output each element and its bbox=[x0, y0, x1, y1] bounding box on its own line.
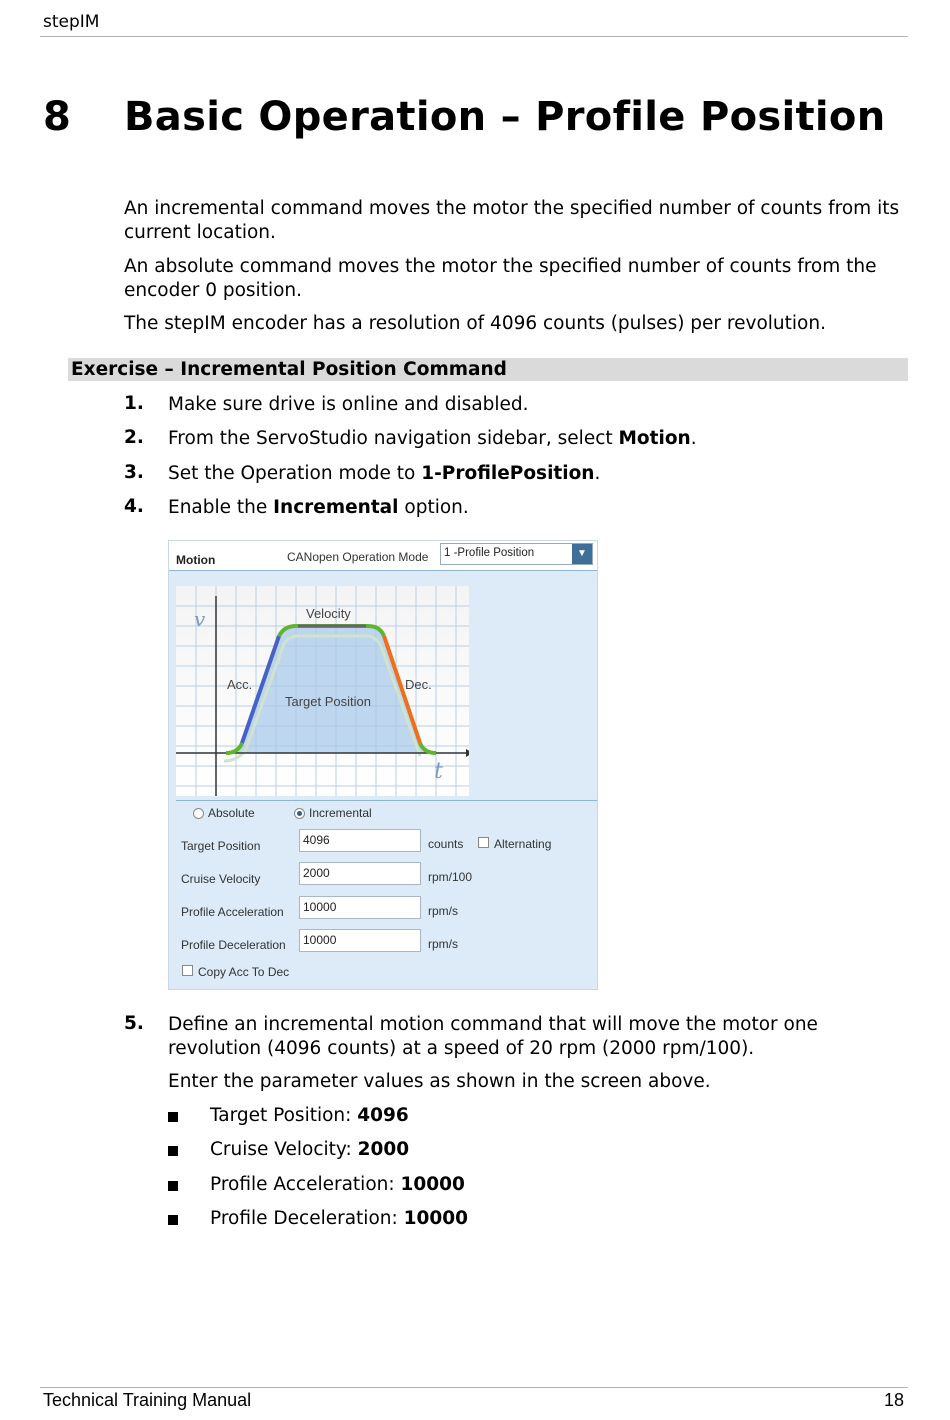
cruise-velocity-label: Cruise Velocity bbox=[181, 872, 261, 886]
acc-label: Acc. bbox=[227, 677, 253, 692]
bullet-item: Profile Acceleration: 10000 bbox=[210, 1174, 465, 1195]
operation-mode-value: 1 -Profile Position bbox=[444, 547, 535, 559]
servostudio-motion-screenshot bbox=[168, 540, 598, 990]
bullet-marker bbox=[168, 1112, 178, 1122]
chapter-title: Basic Operation – Profile Position bbox=[124, 94, 886, 140]
page-number: 18 bbox=[884, 1390, 905, 1410]
alternating-label: Alternating bbox=[494, 837, 552, 851]
x-axis-label: t bbox=[434, 759, 443, 784]
velocity-profile-diagram bbox=[176, 586, 469, 796]
form-divider bbox=[176, 800, 597, 801]
step-text: From the ServoStudio navigation sidebar, select Motion. bbox=[168, 428, 697, 449]
target-position-input[interactable]: 4096 bbox=[299, 829, 421, 852]
step-text: Define an incremental motion command that will move the motor one revolution (4096 counts) at a speed of 20 rpm (2000 rpm/100). bbox=[168, 1014, 818, 1059]
bullet-marker bbox=[168, 1215, 178, 1225]
incremental-radio-label: Incremental bbox=[309, 806, 372, 820]
chevron-down-icon[interactable]: ▼ bbox=[572, 544, 592, 564]
step-number: 4. bbox=[124, 496, 144, 517]
bullet-item: Profile Deceleration: 10000 bbox=[210, 1208, 468, 1229]
exercise-title: Exercise – Incremental Position Command bbox=[71, 359, 507, 380]
absolute-radio-label: Absolute bbox=[208, 806, 255, 820]
copy-acc-to-dec-checkbox[interactable] bbox=[182, 965, 193, 976]
target-position-label: Target Position bbox=[181, 839, 261, 853]
step-number: 2. bbox=[124, 427, 144, 448]
incremental-radio[interactable] bbox=[294, 808, 305, 819]
footer-title: Technical Training Manual bbox=[43, 1390, 252, 1410]
cruise-velocity-input[interactable]: 2000 bbox=[299, 862, 421, 885]
bullet-marker bbox=[168, 1181, 178, 1191]
bullet-item: Target Position: 4096 bbox=[210, 1105, 409, 1126]
profile-acceleration-label: Profile Acceleration bbox=[181, 905, 284, 919]
step-text: Make sure drive is online and disabled. bbox=[168, 394, 529, 415]
motion-section-label: Motion bbox=[176, 553, 216, 567]
profile-acceleration-input[interactable]: 10000 bbox=[299, 896, 421, 919]
cruise-velocity-unit: rpm/100 bbox=[428, 870, 473, 884]
step-text: Enable the Incremental option. bbox=[168, 497, 469, 518]
profile-deceleration-label: Profile Deceleration bbox=[181, 938, 286, 952]
bullet-marker bbox=[168, 1146, 178, 1156]
absolute-radio[interactable] bbox=[193, 808, 204, 819]
intro-paragraph-absolute: An absolute command moves the motor the specified number of counts from the encoder 0 position. bbox=[124, 256, 877, 301]
operation-mode-label: CANopen Operation Mode bbox=[287, 550, 429, 564]
motion-toolbar bbox=[169, 541, 597, 571]
target-position-unit: counts bbox=[428, 837, 464, 851]
target-position-label: Target Position bbox=[285, 694, 371, 709]
header-divider bbox=[40, 36, 908, 37]
step-number: 1. bbox=[124, 393, 144, 414]
step-text: Set the Operation mode to 1-ProfilePosition. bbox=[168, 463, 601, 484]
bullet-item: Cruise Velocity: 2000 bbox=[210, 1139, 410, 1160]
running-header: stepIM bbox=[43, 12, 100, 32]
velocity-label: Velocity bbox=[306, 606, 351, 621]
profile-deceleration-unit: rpm/s bbox=[428, 937, 458, 951]
profile-deceleration-input[interactable]: 10000 bbox=[299, 929, 421, 952]
intro-paragraph-incremental: An incremental command moves the motor the specified number of counts from its current location. bbox=[124, 198, 900, 243]
exercise-banner bbox=[68, 358, 908, 381]
intro-paragraph-resolution: The stepIM encoder has a resolution of 4096 counts (pulses) per revolution. bbox=[124, 313, 826, 334]
alternating-checkbox[interactable] bbox=[478, 837, 489, 848]
step-note: Enter the parameter values as shown in the screen above. bbox=[168, 1071, 711, 1092]
y-axis-label: v bbox=[194, 607, 206, 631]
profile-acceleration-unit: rpm/s bbox=[428, 904, 458, 918]
footer-divider bbox=[40, 1387, 908, 1388]
dec-label: Dec. bbox=[405, 677, 432, 692]
chapter-number: 8 bbox=[43, 94, 72, 140]
copy-acc-to-dec-label: Copy Acc To Dec bbox=[198, 965, 290, 979]
operation-mode-select[interactable] bbox=[440, 543, 593, 565]
step-number: 5. bbox=[124, 1013, 144, 1034]
step-number: 3. bbox=[124, 462, 144, 483]
